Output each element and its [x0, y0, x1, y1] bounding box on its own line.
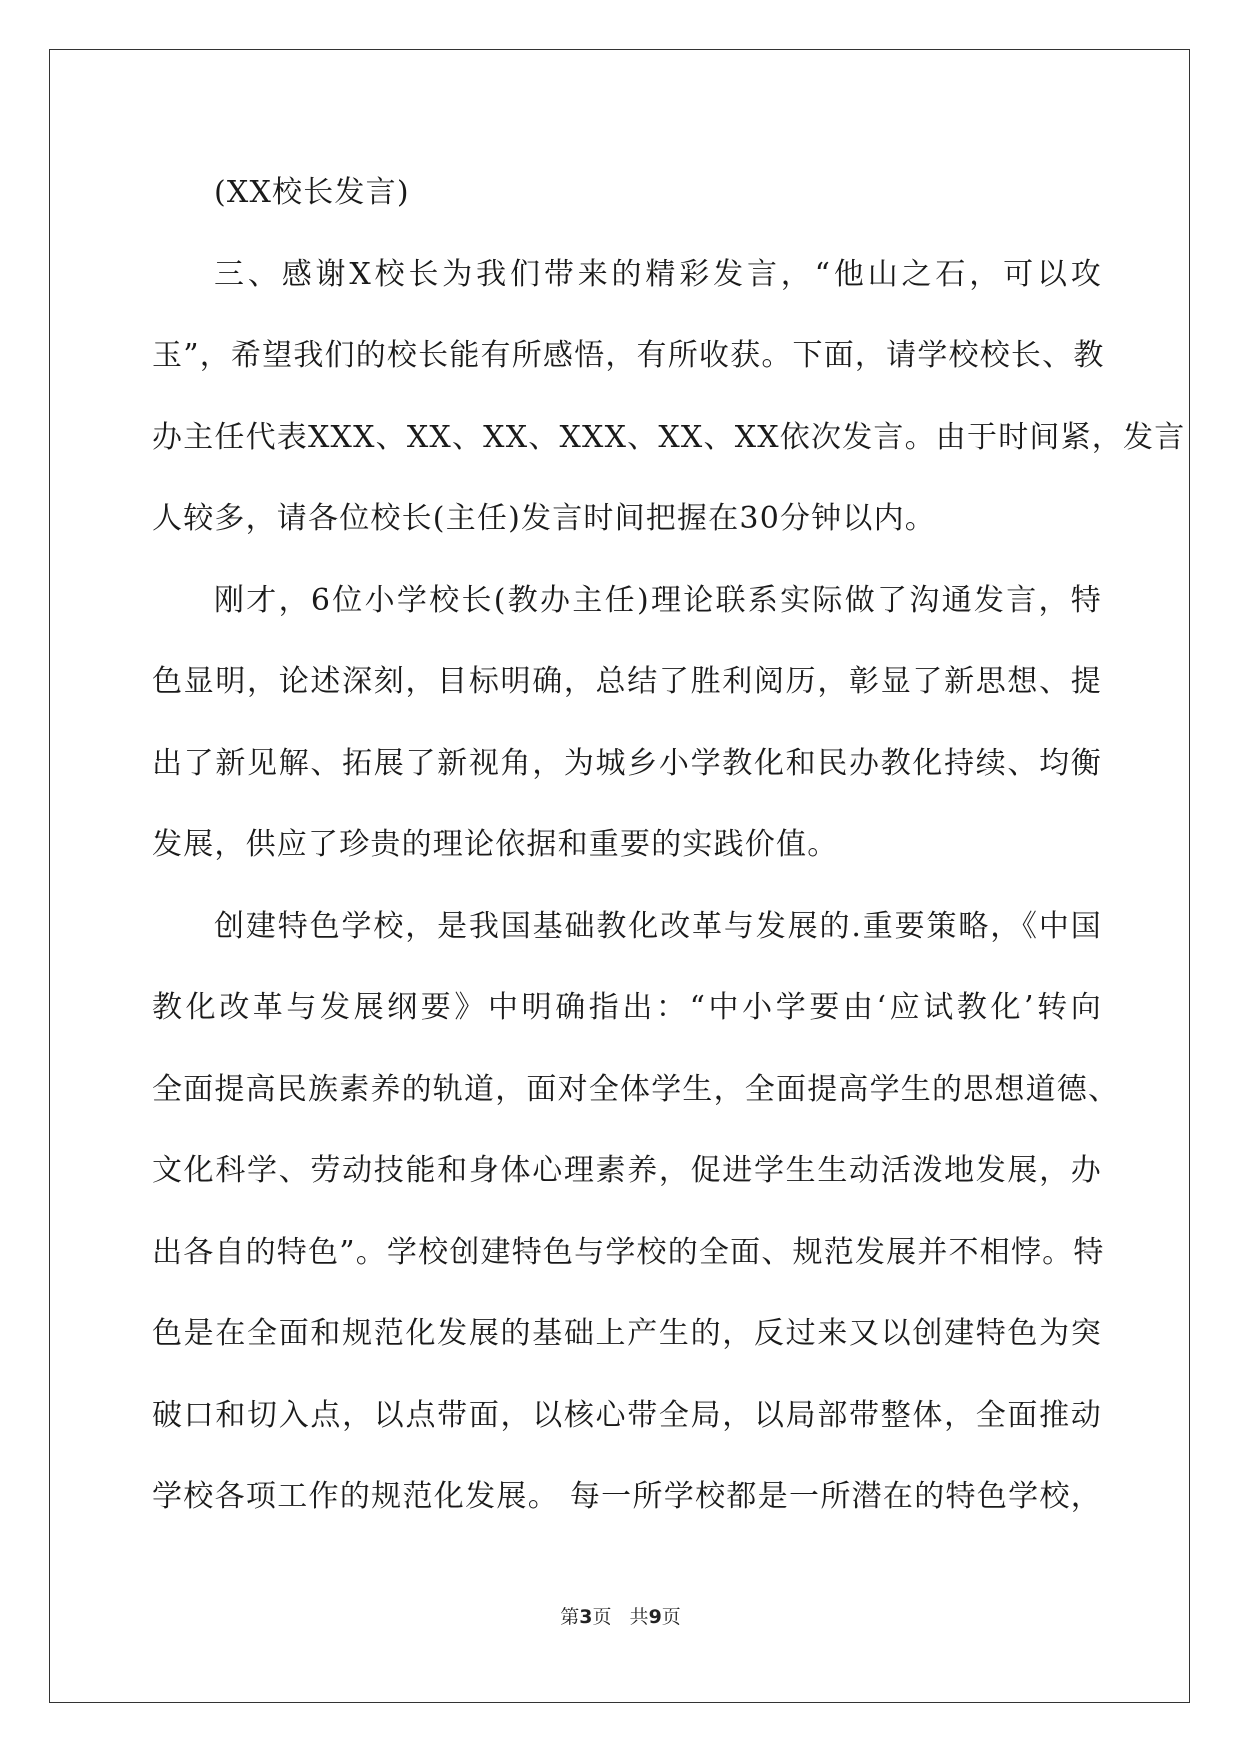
text-line: 出各自的特色”。学校创建特色与学校的全面、规范发展并不相悖。特	[152, 1234, 1105, 1270]
page-footer	[0, 1602, 1241, 1629]
text-line: 刚才，6位小学校长(教办主任)理论联系实际做了沟通发言，特	[214, 582, 1102, 618]
text-line: 文化科学、劳动技能和身体心理素养，促进学生生动活泼地发展，办	[152, 1153, 1102, 1188]
footer-middle: 页 共	[592, 1606, 649, 1628]
text-line: 学校各项工作的规范化发展。 每一所学校都是一所潜在的特色学校，	[152, 1479, 1102, 1514]
text-line: 玉”，希望我们的校长能有所感悟，有所收获。下面，请学校校长、教	[152, 338, 1105, 373]
text-line: 三、感谢X校长为我们带来的精彩发言，“他山之石，可以攻	[214, 256, 1102, 292]
text-line: 办主任代表XXX、XX、XX、XXX、XX、XX依次发言。由于时间紧，发言	[152, 419, 1186, 455]
text-line: 色是在全面和规范化发展的基础上产生的，反过来又以创建特色为突	[152, 1316, 1102, 1351]
text-line: 色显明，论述深刻，目标明确，总结了胜利阅历，彰显了新思想、提	[152, 664, 1102, 699]
footer-prefix: 第	[560, 1606, 580, 1628]
text-line: 全面提高民族素养的轨道，面对全体学生，全面提高学生的思想道德、	[152, 1071, 1120, 1107]
text-line: 出了新见解、拓展了新视角，为城乡小学教化和民办教化持续、均衡	[152, 745, 1102, 781]
text-line: 人较多，请各位校长(主任)发言时间把握在30分钟以内。	[152, 501, 936, 536]
text-line: 教化改革与发展纲要》中明确指出：“中小学要由‘应试教化’转向	[152, 990, 1102, 1025]
footer-current-page: 3	[579, 1606, 593, 1628]
document-body	[152, 152, 1186, 1538]
text-line: 破口和切入点，以点带面，以核心带全局，以局部带整体，全面推动	[152, 1397, 1102, 1433]
text-line: (XX校长发言)	[214, 175, 410, 210]
text-line: 创建特色学校，是我国基础教化改革与发展的.重要策略，《中国	[214, 908, 1102, 944]
footer-total-pages: 9	[648, 1606, 662, 1628]
text-line: 发展，供应了珍贵的理论依据和重要的实践价值。	[152, 827, 839, 862]
footer-suffix: 页	[661, 1606, 681, 1628]
